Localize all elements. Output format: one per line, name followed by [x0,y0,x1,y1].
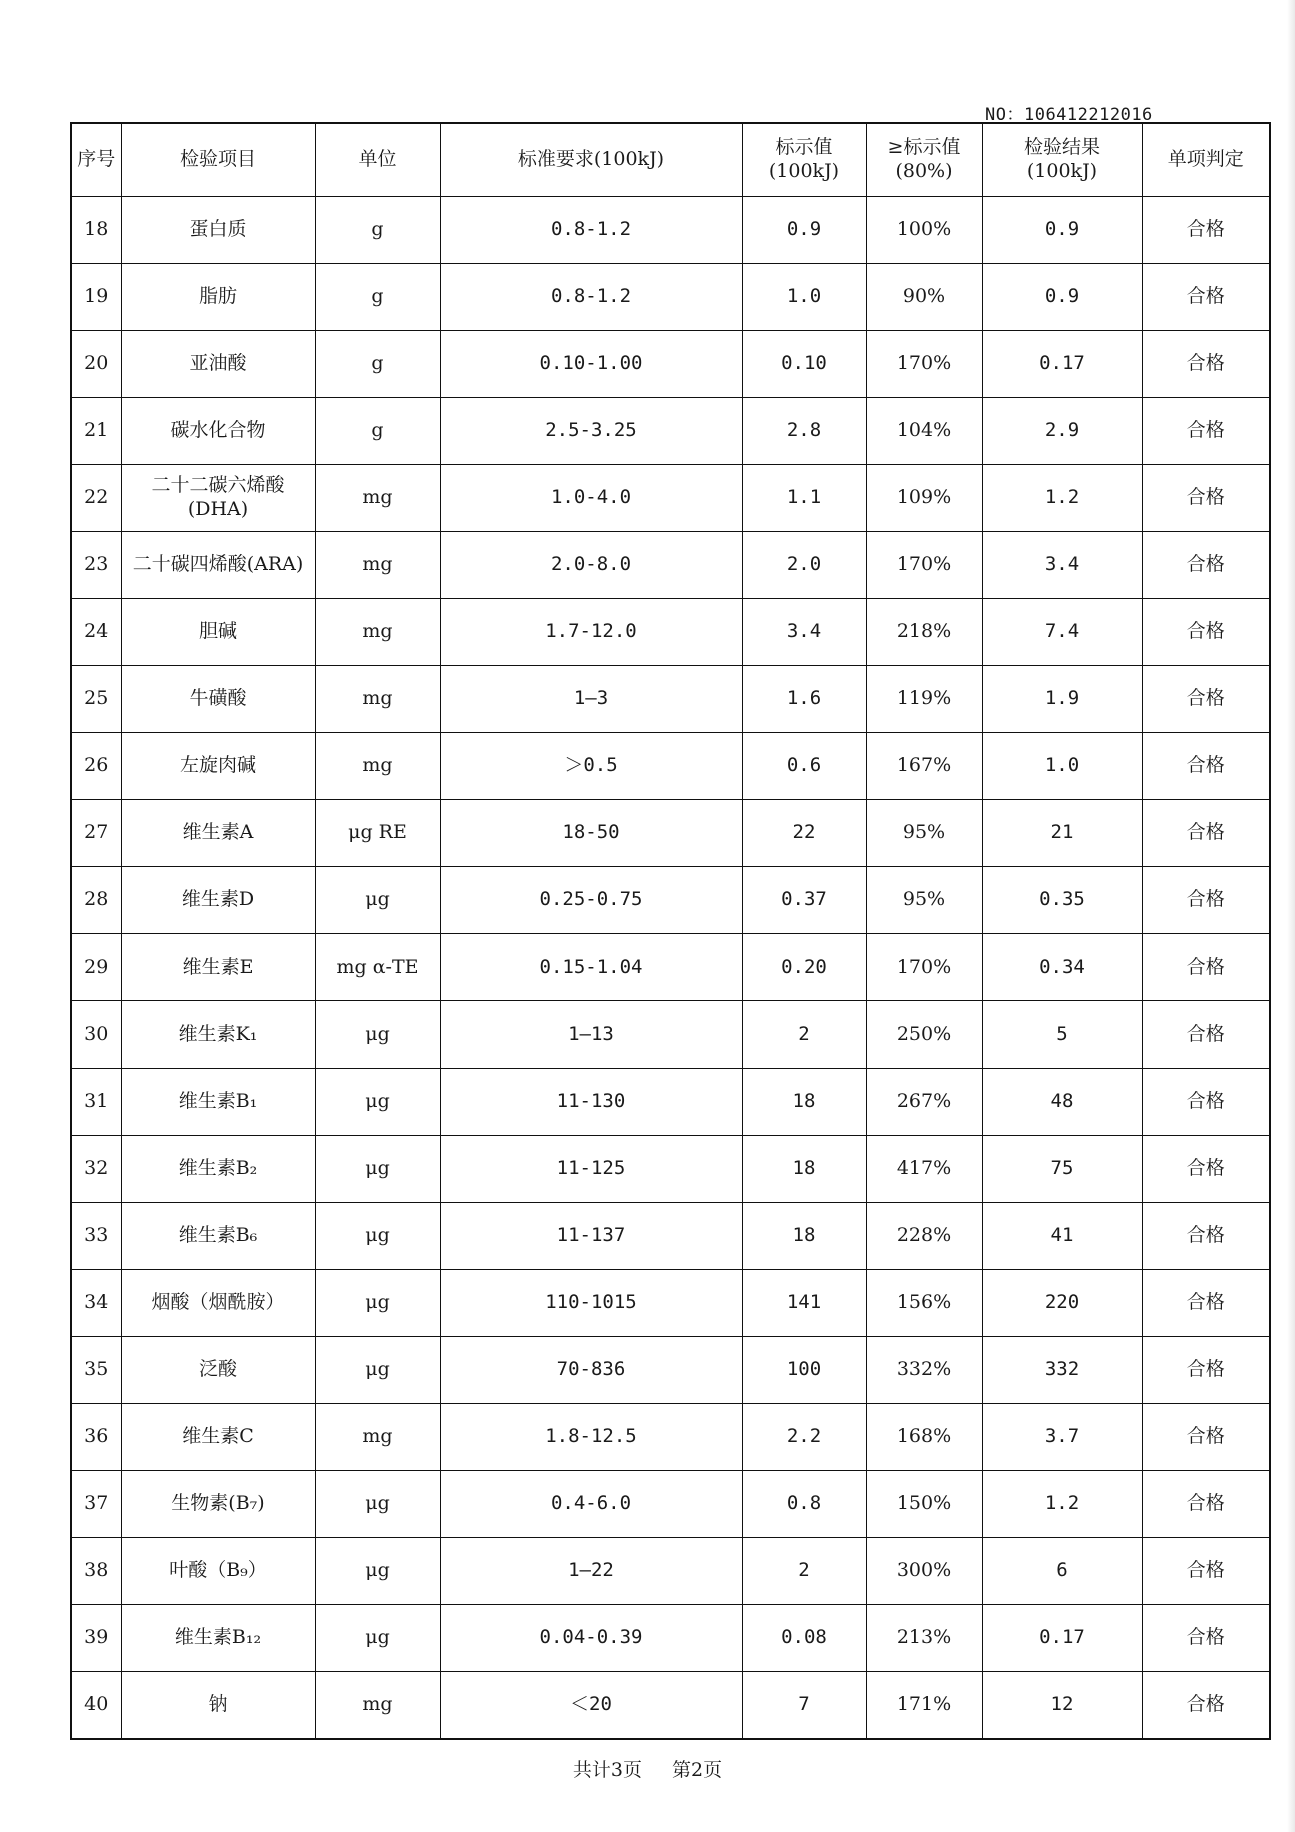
cell-index: 23 [71,531,121,598]
cell-result: 0.17 [982,1605,1142,1672]
cell-unit: mg [315,598,440,665]
cell-unit: μg [315,1538,440,1605]
cell-judgement: 合格 [1142,1538,1270,1605]
cell-result: 3.7 [982,1403,1142,1470]
table-row [71,733,1270,800]
cell-judgement: 合格 [1142,666,1270,733]
cell-label-ratio: 90% [866,263,982,330]
cell-judgement: 合格 [1142,1269,1270,1336]
cell-judgement: 合格 [1142,800,1270,867]
cell-label-ratio: 119% [866,666,982,733]
test-results-table [70,122,1271,1740]
cell-label-ratio: 150% [866,1470,982,1537]
cell-unit: g [315,263,440,330]
cell-unit: mg [315,464,440,531]
cell-label-ratio: 168% [866,1403,982,1470]
cell-judgement: 合格 [1142,733,1270,800]
cell-label-ratio: 170% [866,934,982,1001]
cell-result: 0.34 [982,934,1142,1001]
header-cell-label-ratio: ≥标示值 (80%) [866,123,982,196]
table-row [71,934,1270,1001]
cell-judgement: 合格 [1142,1202,1270,1269]
cell-index: 32 [71,1135,121,1202]
cell-item: 维生素B₁ [121,1068,315,1135]
cell-result: 41 [982,1202,1142,1269]
cell-index: 33 [71,1202,121,1269]
table-row [71,397,1270,464]
cell-index: 31 [71,1068,121,1135]
cell-item: 维生素D [121,867,315,934]
cell-judgement: 合格 [1142,330,1270,397]
header-cell-item: 检验项目 [121,123,315,196]
cell-item: 维生素B₂ [121,1135,315,1202]
cell-unit: μg [315,1269,440,1336]
cell-label-value: 100 [742,1336,866,1403]
table-row [71,1672,1270,1739]
table-row [71,666,1270,733]
cell-label-ratio: 170% [866,531,982,598]
cell-label-value: 1.6 [742,666,866,733]
cell-standard: 110-1015 [440,1269,742,1336]
table-body [71,196,1270,1739]
cell-label-value: 2 [742,1001,866,1068]
cell-label-ratio: 109% [866,464,982,531]
cell-index: 19 [71,263,121,330]
cell-index: 24 [71,598,121,665]
cell-unit: mg α-TE [315,934,440,1001]
cell-unit: μg RE [315,800,440,867]
cell-item: 叶酸（B₉） [121,1538,315,1605]
cell-result: 48 [982,1068,1142,1135]
cell-standard: 11-137 [440,1202,742,1269]
header-cell-judgement: 单项判定 [1142,123,1270,196]
cell-result: 2.9 [982,397,1142,464]
cell-label-ratio: 417% [866,1135,982,1202]
cell-label-value: 18 [742,1135,866,1202]
cell-result: 0.9 [982,196,1142,263]
cell-standard: 0.4-6.0 [440,1470,742,1537]
cell-judgement: 合格 [1142,1470,1270,1537]
cell-judgement: 合格 [1142,1403,1270,1470]
header-cell-standard: 标准要求(100kJ) [440,123,742,196]
cell-item: 二十碳四烯酸(ARA) [121,531,315,598]
table-row [71,1403,1270,1470]
cell-item: 维生素B₆ [121,1202,315,1269]
cell-standard: 0.04-0.39 [440,1605,742,1672]
cell-unit: μg [315,1202,440,1269]
cell-item: 维生素E [121,934,315,1001]
cell-unit: mg [315,531,440,598]
table-row [71,598,1270,665]
cell-standard: 1.7-12.0 [440,598,742,665]
cell-index: 34 [71,1269,121,1336]
cell-judgement: 合格 [1142,263,1270,330]
cell-label-ratio: 100% [866,196,982,263]
cell-label-ratio: 104% [866,397,982,464]
scan-edge [1287,0,1295,1832]
cell-label-value: 2.8 [742,397,866,464]
cell-label-ratio: 167% [866,733,982,800]
cell-item: 维生素C [121,1403,315,1470]
table-row [71,531,1270,598]
cell-label-ratio: 95% [866,800,982,867]
cell-label-ratio: 170% [866,330,982,397]
cell-result: 6 [982,1538,1142,1605]
cell-unit: g [315,196,440,263]
header-cell-label-value: 标示值 (100kJ) [742,123,866,196]
cell-index: 26 [71,733,121,800]
cell-index: 27 [71,800,121,867]
cell-index: 25 [71,666,121,733]
cell-label-value: 7 [742,1672,866,1739]
cell-judgement: 合格 [1142,196,1270,263]
cell-label-ratio: 332% [866,1336,982,1403]
cell-unit: μg [315,1605,440,1672]
cell-item: 钠 [121,1672,315,1739]
cell-unit: μg [315,1135,440,1202]
cell-standard: 1—3 [440,666,742,733]
cell-label-ratio: 171% [866,1672,982,1739]
cell-item: 维生素B₁₂ [121,1605,315,1672]
cell-label-ratio: 95% [866,867,982,934]
cell-standard: 0.10-1.00 [440,330,742,397]
total-pages: 共计3页 [572,1759,642,1781]
table-row [71,1269,1270,1336]
cell-standard: 2.5-3.25 [440,397,742,464]
cell-label-value: 2.0 [742,531,866,598]
cell-index: 39 [71,1605,121,1672]
cell-standard: 0.15-1.04 [440,934,742,1001]
cell-judgement: 合格 [1142,1068,1270,1135]
cell-index: 30 [71,1001,121,1068]
cell-label-ratio: 213% [866,1605,982,1672]
cell-index: 36 [71,1403,121,1470]
cell-label-value: 2 [742,1538,866,1605]
cell-label-value: 0.37 [742,867,866,934]
cell-item: 维生素K₁ [121,1001,315,1068]
cell-judgement: 合格 [1142,397,1270,464]
cell-result: 1.2 [982,464,1142,531]
cell-unit: μg [315,867,440,934]
table-row [71,464,1270,531]
cell-index: 18 [71,196,121,263]
table-row [71,867,1270,934]
table-row [71,800,1270,867]
cell-standard: 11-125 [440,1135,742,1202]
cell-judgement: 合格 [1142,1336,1270,1403]
cell-unit: μg [315,1001,440,1068]
cell-result: 1.0 [982,733,1142,800]
cell-result: 1.9 [982,666,1142,733]
cell-item: 脂肪 [121,263,315,330]
cell-result: 7.4 [982,598,1142,665]
cell-judgement: 合格 [1142,531,1270,598]
cell-label-value: 1.0 [742,263,866,330]
cell-unit: mg [315,1403,440,1470]
cell-index: 20 [71,330,121,397]
cell-judgement: 合格 [1142,1672,1270,1739]
cell-label-value: 3.4 [742,598,866,665]
cell-standard: 1.8-12.5 [440,1403,742,1470]
cell-item: 蛋白质 [121,196,315,263]
cell-label-value: 141 [742,1269,866,1336]
cell-label-ratio: 228% [866,1202,982,1269]
cell-result: 220 [982,1269,1142,1336]
report-number: NO：106412212016 [985,105,1153,125]
cell-item: 维生素A [121,800,315,867]
cell-judgement: 合格 [1142,1605,1270,1672]
header-cell-unit: 单位 [315,123,440,196]
cell-label-ratio: 156% [866,1269,982,1336]
cell-index: 37 [71,1470,121,1537]
cell-index: 29 [71,934,121,1001]
cell-judgement: 合格 [1142,464,1270,531]
table-row [71,1135,1270,1202]
current-page: 第2页 [672,1759,723,1781]
cell-label-value: 22 [742,800,866,867]
cell-item: 亚油酸 [121,330,315,397]
cell-unit: mg [315,733,440,800]
cell-judgement: 合格 [1142,1135,1270,1202]
cell-unit: μg [315,1068,440,1135]
cell-label-value: 2.2 [742,1403,866,1470]
cell-label-value: 0.6 [742,733,866,800]
table-row [71,1202,1270,1269]
header-cell-index: 序号 [71,123,121,196]
cell-result: 21 [982,800,1142,867]
cell-standard: 0.8-1.2 [440,263,742,330]
header-cell-result: 检验结果 (100kJ) [982,123,1142,196]
cell-result: 0.17 [982,330,1142,397]
cell-label-ratio: 300% [866,1538,982,1605]
cell-index: 21 [71,397,121,464]
table-row [71,1001,1270,1068]
cell-standard: 1—22 [440,1538,742,1605]
cell-judgement: 合格 [1142,1001,1270,1068]
cell-standard: 70-836 [440,1336,742,1403]
cell-label-ratio: 250% [866,1001,982,1068]
cell-judgement: 合格 [1142,598,1270,665]
cell-standard: 0.8-1.2 [440,196,742,263]
cell-label-value: 0.9 [742,196,866,263]
page-footer [0,1755,1295,1782]
table-row [71,196,1270,263]
table-row [71,1336,1270,1403]
table-row [71,1538,1270,1605]
table-row [71,263,1270,330]
cell-label-value: 0.10 [742,330,866,397]
cell-item: 生物素(B₇) [121,1470,315,1537]
cell-item: 左旋肉碱 [121,733,315,800]
cell-label-value: 0.20 [742,934,866,1001]
cell-result: 3.4 [982,531,1142,598]
cell-index: 35 [71,1336,121,1403]
table-row [71,1605,1270,1672]
cell-unit: mg [315,666,440,733]
cell-unit: g [315,330,440,397]
cell-unit: μg [315,1336,440,1403]
cell-label-value: 0.8 [742,1470,866,1537]
cell-label-value: 1.1 [742,464,866,531]
cell-item: 牛磺酸 [121,666,315,733]
cell-standard: 1.0-4.0 [440,464,742,531]
cell-index: 22 [71,464,121,531]
cell-item: 碳水化合物 [121,397,315,464]
cell-label-value: 0.08 [742,1605,866,1672]
cell-item: 胆碱 [121,598,315,665]
cell-standard: 18-50 [440,800,742,867]
table-row [71,1470,1270,1537]
table-row [71,330,1270,397]
cell-judgement: 合格 [1142,867,1270,934]
cell-index: 28 [71,867,121,934]
cell-unit: μg [315,1470,440,1537]
cell-item: 泛酸 [121,1336,315,1403]
cell-index: 40 [71,1672,121,1739]
cell-label-ratio: 267% [866,1068,982,1135]
cell-result: 12 [982,1672,1142,1739]
cell-standard: 0.25-0.75 [440,867,742,934]
cell-label-value: 18 [742,1202,866,1269]
table-row [71,1068,1270,1135]
cell-judgement: 合格 [1142,934,1270,1001]
header-row [71,123,1270,196]
cell-standard: ＞0.5 [440,733,742,800]
cell-result: 332 [982,1336,1142,1403]
cell-standard: ＜20 [440,1672,742,1739]
cell-result: 0.9 [982,263,1142,330]
cell-standard: 2.0-8.0 [440,531,742,598]
cell-label-ratio: 218% [866,598,982,665]
cell-item: 二十二碳六烯酸 (DHA) [121,464,315,531]
cell-standard: 1—13 [440,1001,742,1068]
cell-result: 1.2 [982,1470,1142,1537]
cell-unit: mg [315,1672,440,1739]
cell-unit: g [315,397,440,464]
cell-result: 5 [982,1001,1142,1068]
cell-standard: 11-130 [440,1068,742,1135]
cell-result: 75 [982,1135,1142,1202]
cell-index: 38 [71,1538,121,1605]
cell-result: 0.35 [982,867,1142,934]
cell-label-value: 18 [742,1068,866,1135]
cell-item: 烟酸（烟酰胺） [121,1269,315,1336]
